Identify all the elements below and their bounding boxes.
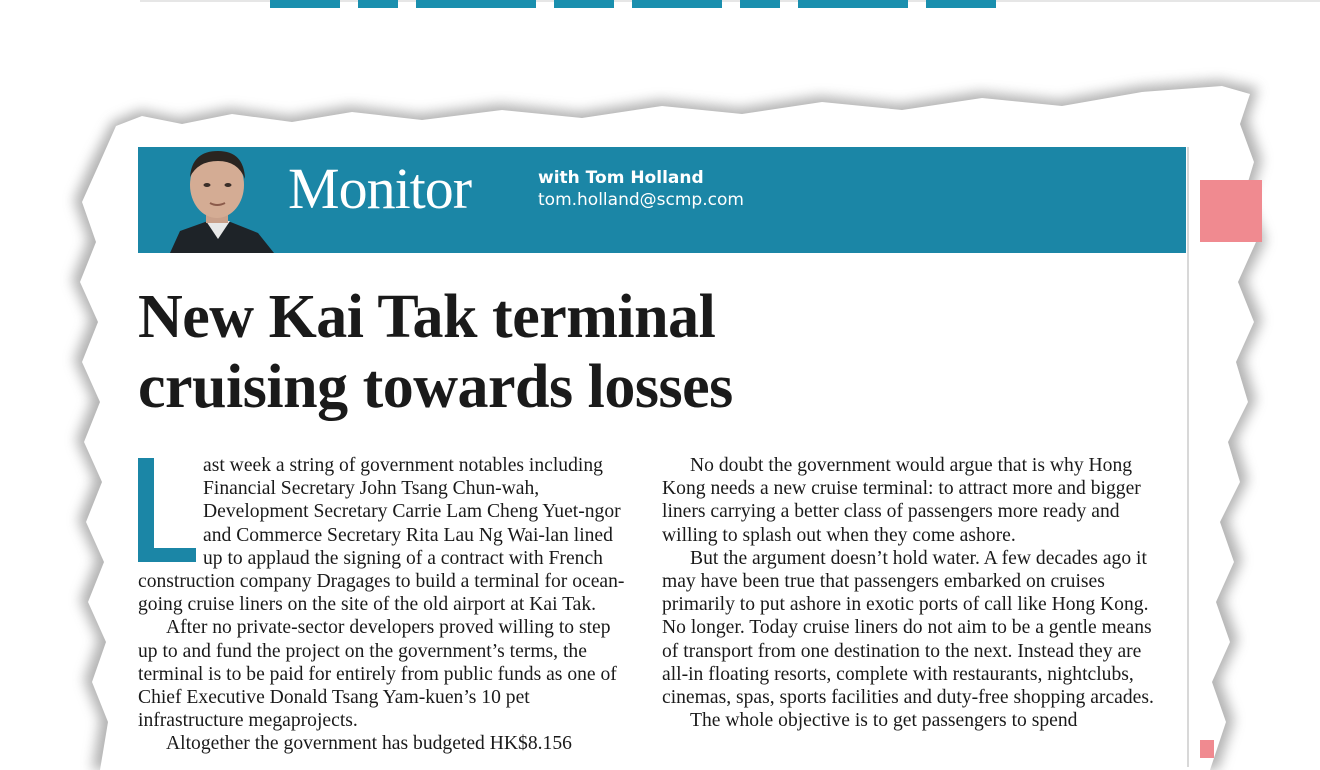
column-divider-rule <box>1187 147 1189 767</box>
headline <box>138 282 858 422</box>
headline-line-1: New Kai Tak terminal <box>138 283 716 351</box>
paragraph-text: ast week a string of government notables including Financial Secretary John Tsang Chun-wah, Development Secretary Carrie Lam Cheng Yuet-ngor and Commerce Secretary Rita Lau Ng Wai-lan lined up to applaud the signing of a contract with French construction company Dragages to build a terminal for ocean-going cruise liners on the site of the old airport at Kai Tak. <box>138 455 625 616</box>
author-email: tom.holland@scmp.com <box>538 190 744 210</box>
columnist-portrait <box>150 147 280 253</box>
headline-line-2: cruising towards losses <box>138 353 733 421</box>
paragraph: But the argument doesn’t hold water. A few decades ago it may have been true that passengers embarked on cruises primarily to put ashore in exotic ports of call like Hong Kong. No longer. Today cruise liners do not aim to be a gentle means of transport from one destination to the next. Instead they are all-in floating resorts, complete with restaurants, nightclubs, cinemas, spas, sports facilities and duty-free shopping arcades. <box>662 547 1154 709</box>
paragraph: After no private-sector developers proved willing to step up to and fund the project on the government’s terms, the terminal is to be paid for entirely from public funds as one of Chief Executive Donald Tsang Yam-kuen’s 10 pet infrastructure megaprojects. <box>138 617 617 732</box>
paragraph: No doubt the government would argue that is why Hong Kong needs a new cruise terminal: to attract more and bigger liners carrying a better class of passengers more ready and willing to splash out when they come ashore. <box>662 455 1141 546</box>
byline <box>538 167 744 211</box>
article-column-2 <box>662 454 1162 732</box>
paragraph: Altogether the government has budgeted HK$8.156 <box>166 733 572 755</box>
adjacent-article-fragment <box>1200 740 1214 758</box>
paragraph <box>138 454 634 616</box>
article-column-1 <box>138 454 634 756</box>
adjacent-article-graphic <box>1200 180 1262 242</box>
column-name: Monitor <box>288 156 472 221</box>
drop-cap-L <box>138 458 196 562</box>
column-masthead <box>138 147 1186 253</box>
author-name: with Tom Holland <box>538 168 704 188</box>
paragraph: The whole objective is to get passengers to spend <box>690 710 1078 732</box>
